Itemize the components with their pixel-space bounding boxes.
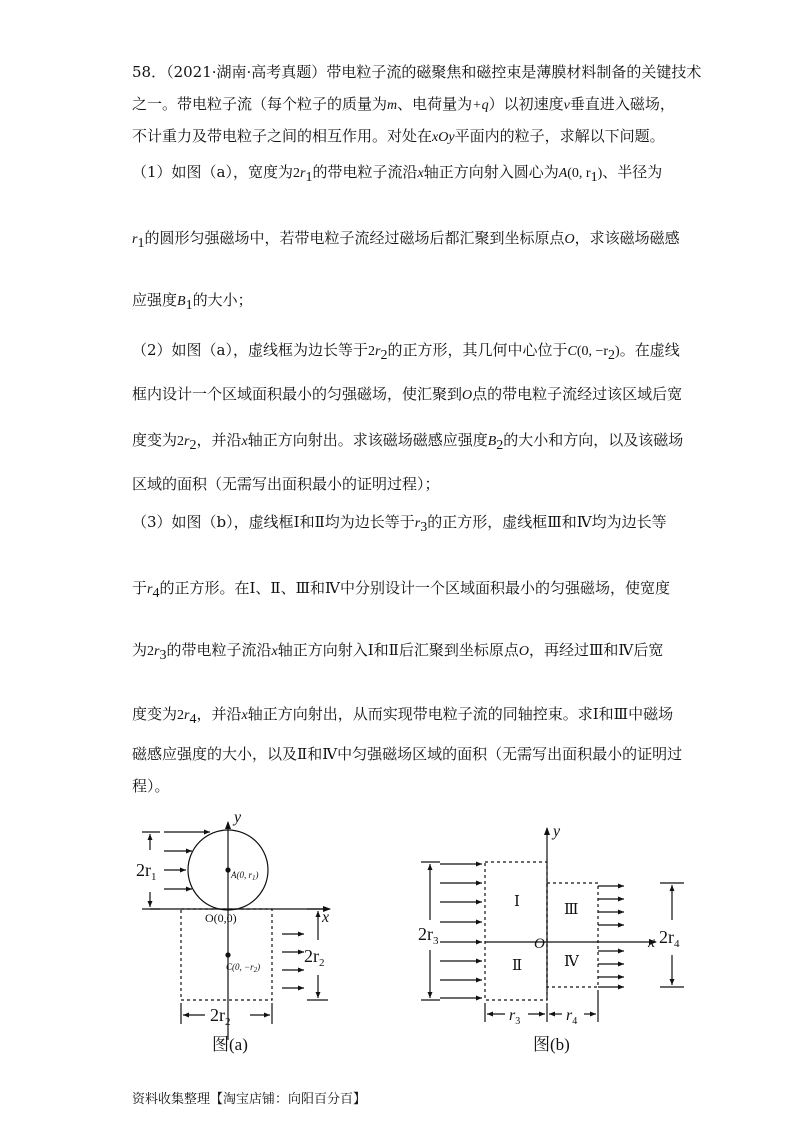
footer: 资料收集整理【淘宝店铺：向阳百分百】 — [132, 1092, 367, 1107]
label-text: A(0, r — [231, 870, 252, 880]
text: 的带电粒子流沿 — [312, 163, 418, 181]
label-sub: 3 — [433, 935, 439, 947]
outgoing-arrows-a — [282, 934, 304, 988]
text: 点的带电粒子流经过该区域后宽 — [472, 385, 683, 403]
text: ）以初速度 — [488, 95, 564, 113]
point-c-label — [226, 962, 260, 974]
text: （2）如图（a），虚线框为边长等于 — [132, 341, 368, 359]
text: 于 — [132, 579, 148, 597]
text: 的大小和方向，以及该磁场 — [503, 431, 684, 449]
label-text: 2r — [210, 1005, 225, 1025]
label-text: 2r — [136, 860, 151, 880]
math-q: +q — [472, 98, 489, 113]
figure-a-caption: 图(a) — [212, 1035, 248, 1054]
text: ，求该磁场磁感 — [574, 229, 680, 247]
text: （1）如图（a），宽度为 — [132, 163, 293, 181]
text: 应强度 — [132, 291, 178, 309]
text: 的大小； — [192, 291, 253, 309]
text: 、电荷量为 — [397, 95, 473, 113]
right-dimension-label-b — [659, 927, 680, 950]
math-r: r — [154, 644, 160, 659]
math-2: 2 — [177, 434, 185, 449]
math-x: x — [241, 708, 248, 723]
math-sub: 1 — [590, 170, 598, 185]
math-xoy: xOy — [432, 130, 455, 145]
label-text: r — [509, 1007, 516, 1024]
figure-a-origin-label: O(0,0) — [205, 911, 237, 925]
figure-a-x-label: x — [322, 909, 330, 926]
math-sub: 2 — [189, 438, 197, 453]
outgoing-arrows-b — [598, 886, 624, 987]
text: 带电粒子流的磁聚焦和磁控束是薄膜材料制备的关键技术 — [326, 63, 702, 81]
math-sub: 1 — [185, 298, 193, 313]
text: ，并沿 — [196, 705, 242, 723]
r4-label — [566, 1007, 577, 1027]
text: 的带电粒子流沿 — [166, 641, 272, 659]
math-c: C — [567, 344, 577, 359]
figure-b — [421, 828, 684, 1022]
math-b: B — [487, 434, 497, 449]
text: 轴正方向射入Ⅰ和Ⅱ后汇聚到坐标原点 — [277, 641, 519, 659]
label-text: 2r — [418, 924, 433, 944]
region-iii-label: Ⅲ — [564, 902, 579, 918]
text: 的正方形，虚线框Ⅲ和Ⅳ均为边长等 — [427, 513, 667, 531]
math-r: r — [184, 434, 190, 449]
figure-b-caption: 图(b) — [533, 1035, 570, 1054]
math-x: x — [241, 434, 248, 449]
text: 的正方形。在Ⅰ、Ⅱ、Ⅲ和Ⅳ中分别设计一个区域面积最小的匀强磁场，使宽度 — [159, 579, 671, 597]
math-m: m — [387, 98, 398, 113]
figure-b-labels — [418, 823, 680, 1054]
label-sub: 2 — [225, 1016, 231, 1028]
math-sub: 1 — [137, 236, 145, 251]
text: 垂直进入磁场， — [569, 95, 675, 113]
point-c — [226, 953, 230, 957]
text: 轴正方向射入圆心为 — [423, 163, 559, 181]
math-coords: (0, r — [567, 166, 591, 181]
math-sub: 4 — [152, 586, 160, 601]
box-i-ii — [485, 862, 547, 1000]
left-dimension-label-b — [418, 924, 439, 947]
math-sub: 4 — [189, 712, 197, 727]
label-text: 2r — [304, 946, 319, 966]
text: 的正方形，其几何中心位于 — [387, 341, 568, 359]
math-r: r — [300, 166, 306, 181]
math-x: x — [417, 166, 424, 181]
math-paren: ) — [615, 344, 620, 359]
label-sub: 4 — [572, 1016, 578, 1027]
text: ，再经过Ⅲ和Ⅳ后宽 — [528, 641, 664, 659]
figure-b-x-label: x — [648, 934, 656, 951]
text: 磁感应强度的大小，以及Ⅱ和Ⅳ中匀强磁场区域的面积（无需写出面积最小的证明过 — [132, 745, 683, 763]
label-sub: 3 — [515, 1016, 521, 1027]
incoming-arrows-a — [164, 832, 210, 889]
figure-a-y-label: y — [234, 809, 242, 826]
label-text: 2r — [659, 927, 674, 947]
problem-number: 58． — [132, 63, 167, 81]
math-r: r — [414, 516, 421, 531]
text: 平面内的粒子，求解以下问题。 — [454, 127, 665, 145]
math-sub: 2 — [496, 438, 504, 453]
math-o: O — [564, 232, 575, 247]
math-sub: 2 — [608, 348, 616, 363]
math-r: r — [132, 232, 138, 247]
text: 框内设计一个区域面积最小的匀强磁场，使汇聚到 — [132, 385, 463, 403]
figure-b-origin-label: O — [534, 936, 545, 952]
label-sub: 4 — [674, 938, 680, 950]
math-2: 2 — [293, 166, 300, 181]
math-paren: ) — [597, 166, 603, 181]
text: 度变为 — [132, 431, 178, 449]
text: 度变为 — [132, 705, 178, 723]
text: 程）。 — [132, 777, 170, 795]
region-i-label: Ⅰ — [514, 894, 520, 910]
label-sub: 1 — [151, 871, 157, 883]
left-dimension-label — [136, 860, 157, 883]
text: 之一。带电粒子流（每个粒子的质量为 — [132, 95, 388, 113]
label-end: ) — [257, 962, 261, 972]
label-sub: 1 — [252, 874, 256, 882]
text: 的圆形匀强磁场中，若带电粒子流经过磁场后都汇聚到坐标原点 — [144, 229, 565, 247]
math-a: A — [558, 166, 568, 181]
math-coords: (0, −r — [576, 344, 609, 359]
math-o: O — [462, 388, 473, 403]
point-a — [226, 868, 230, 872]
math-sub: 3 — [159, 648, 167, 663]
math-b: B — [177, 294, 186, 309]
text: 、半径为 — [602, 163, 663, 181]
text: ，并沿 — [196, 431, 242, 449]
text: 轴正方向射出。求该磁场磁感应强度 — [247, 431, 488, 449]
label-sub: 2 — [253, 966, 258, 974]
text: 轴正方向射出，从而实现带电粒子流的同轴控束。求Ⅰ和Ⅲ中磁场 — [247, 705, 674, 723]
math-2: 2 — [147, 644, 155, 659]
box-iii-iv — [547, 883, 598, 987]
label-sub: 2 — [319, 957, 325, 969]
problem-source: （2021·湖南·高考真题） — [166, 63, 327, 81]
region-ii-label: Ⅱ — [512, 958, 523, 974]
math-sub: 3 — [420, 520, 428, 535]
right-dimension-label — [304, 946, 325, 969]
text: 。在虚线 — [619, 341, 680, 359]
incoming-arrows-b — [440, 864, 482, 998]
math-r: r — [184, 708, 190, 723]
figure-a-labels — [136, 809, 329, 1054]
math-sub: 1 — [305, 170, 313, 185]
math-o: O — [518, 644, 529, 659]
math-sub: 2 — [380, 348, 388, 363]
math-r: r — [375, 344, 381, 359]
label-text: r — [566, 1007, 573, 1024]
label-end: ) — [255, 870, 259, 880]
figure-a — [142, 822, 330, 1040]
math-x: x — [271, 644, 278, 659]
dimension-r3-r4 — [485, 990, 598, 1022]
math-2: 2 — [177, 708, 185, 723]
text: （3）如图（b），虚线框Ⅰ和Ⅱ均为边长等于 — [132, 513, 415, 531]
figure-b-y-label: y — [553, 823, 561, 840]
label-text: C(0, −r — [226, 962, 254, 972]
text: 区域的面积（无需写出面积最小的证明过程）； — [132, 475, 440, 493]
text: 为 — [132, 641, 148, 659]
point-a-label — [230, 870, 259, 882]
math-v: v — [563, 98, 570, 113]
text: 不计重力及带电粒子之间的相互作用。对处在 — [132, 127, 433, 145]
math-2: 2 — [368, 344, 375, 359]
math-r: r — [147, 582, 153, 597]
region-iv-label: Ⅳ — [564, 954, 579, 970]
r3-label — [509, 1007, 520, 1027]
